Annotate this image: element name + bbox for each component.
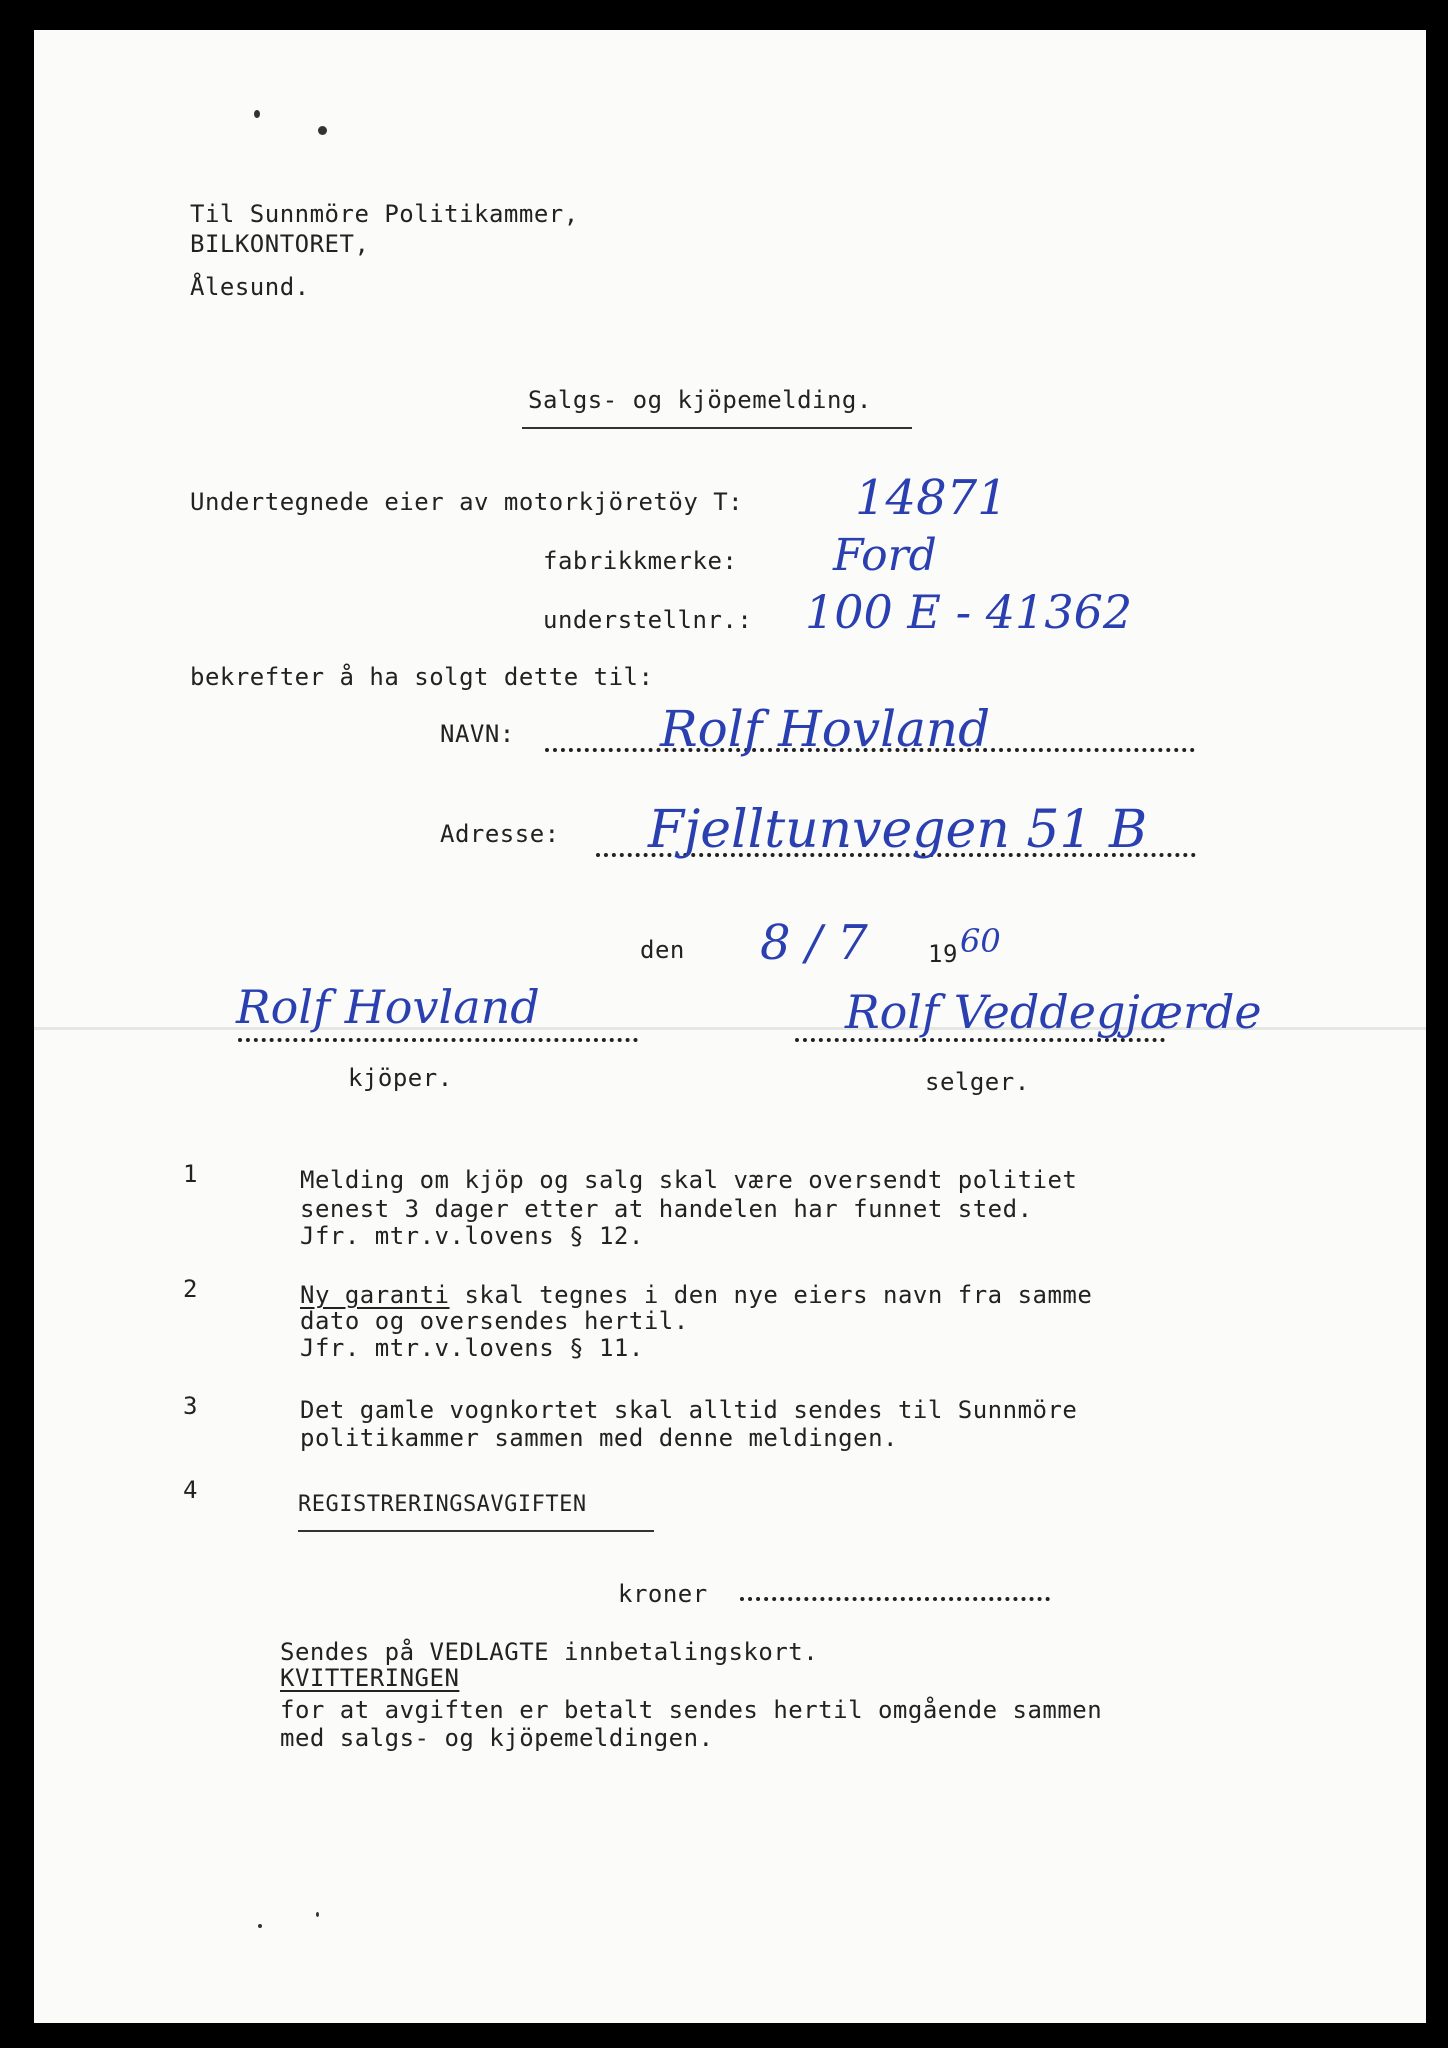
address-line-3: Ålesund.: [190, 273, 310, 301]
registration-fee-underline: [298, 1530, 654, 1532]
chassis-handwritten: 100 E - 41362: [805, 585, 1133, 639]
note-1-line-1: Melding om kjöp og salg skal være oversendt politiet: [300, 1166, 1078, 1194]
buyer-caption: kjöper.: [348, 1064, 453, 1092]
fee-line-2: for at avgiften er betalt sendes hertil omgående sammen: [280, 1696, 1103, 1724]
buyer-signature-dotted-line: [238, 1038, 638, 1042]
seller-caption: selger.: [925, 1068, 1030, 1096]
note-3-line-1: Det gamle vognkortet skal alltid sendes til Sunnmöre: [300, 1396, 1078, 1424]
note-4-number: 4: [183, 1476, 198, 1504]
owner-label: Undertegnede eier av motorkjöretöy T:: [190, 488, 744, 516]
fee-line-1: Sendes på VEDLAGTE innbetalingskort.: [280, 1638, 819, 1666]
note-3-line-2: politikammer sammen med denne meldingen.: [300, 1424, 898, 1452]
title-underline: [522, 427, 912, 429]
kroner-dotted-line: [740, 1597, 1050, 1601]
ink-speck: [258, 1924, 262, 1928]
ink-speck: [254, 110, 260, 118]
note-2-line-2: dato og oversendes hertil.: [300, 1307, 689, 1335]
buyer-signature: Rolf Hovland: [236, 980, 540, 1034]
note-2-number: 2: [183, 1275, 198, 1303]
address-line-2: BILKONTORET,: [190, 230, 370, 258]
make-label: fabrikkmerke:: [543, 547, 738, 575]
note-1-number: 1: [183, 1160, 198, 1188]
date-handwritten: 8 / 7: [760, 915, 868, 971]
sold-to-label: bekrefter å ha solgt dette til:: [190, 663, 654, 691]
note-1-line-3: Jfr. mtr.v.lovens § 12.: [300, 1222, 644, 1250]
ink-speck: [316, 1912, 319, 1917]
note-2-line-1: Ny garanti skal tegnes i den nye eiers navn fra samme: [300, 1281, 1093, 1309]
fee-line-3: med salgs- og kjöpemeldingen.: [280, 1724, 714, 1752]
registration-fee-heading: REGISTRERINGSAVGIFTEN: [298, 1492, 587, 1517]
make-handwritten: Ford: [833, 530, 937, 581]
kroner-label: kroner: [618, 1580, 708, 1608]
year-prefix: 19: [928, 940, 958, 968]
year-suffix-handwritten: 60: [960, 922, 1001, 960]
buyer-address-label: Adresse:: [440, 820, 560, 848]
note-1-line-2: senest 3 dager etter at handelen har funnet sted.: [300, 1195, 1033, 1223]
seller-signature: Rolf Veddegjærde: [845, 985, 1262, 1039]
address-line-1: Til Sunnmöre Politikammer,: [190, 200, 579, 228]
note-2-line-3: Jfr. mtr.v.lovens § 11.: [300, 1334, 644, 1362]
buyer-name-label: NAVN:: [440, 720, 515, 748]
chassis-label: understellnr.:: [543, 606, 753, 634]
document-title: Salgs- og kjöpemelding.: [528, 386, 872, 414]
note-3-number: 3: [183, 1392, 198, 1420]
buyer-address-handwritten: Fjelltunvegen 51 B: [648, 800, 1148, 860]
plate-number-handwritten: 14871: [855, 470, 1008, 526]
buyer-name-handwritten: Rolf Hovland: [660, 700, 991, 758]
date-label: den: [640, 936, 685, 964]
ink-speck: [318, 126, 327, 135]
new-guarantee-emphasis: Ny garanti: [300, 1281, 450, 1309]
receipt-heading: KVITTERINGEN: [280, 1664, 460, 1692]
